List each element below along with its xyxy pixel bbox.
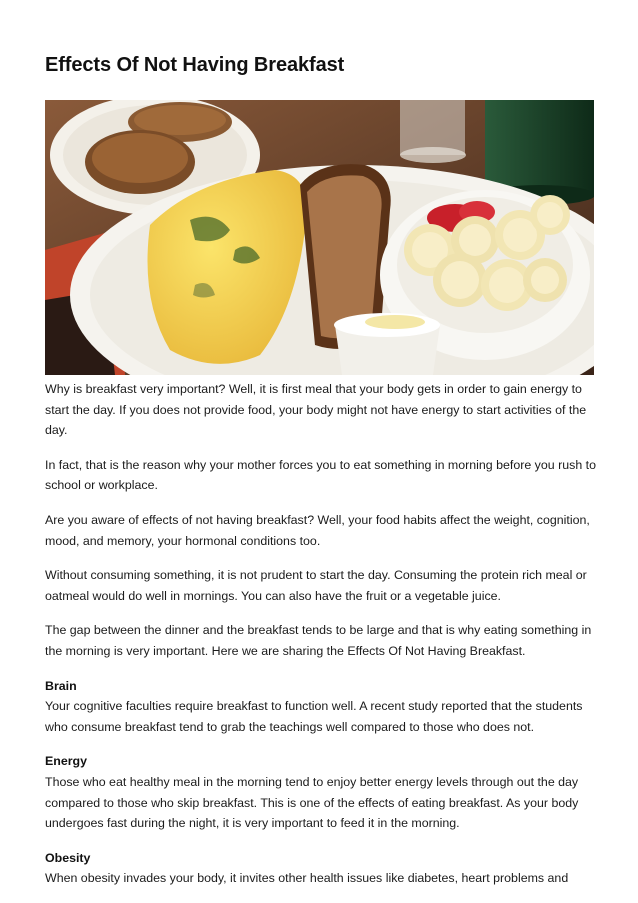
section-text-energy: Those who eat healthy meal in the morning tend to enjoy better energy levels through out the day compared to those who skip breakfast. This is one of the effects of eating breakfast. As your body undergoes fast during the night, it is very important to feed it in the morning.	[45, 774, 579, 831]
paragraph-1: Why is breakfast very important? Well, it is first meal that your body gets in order to gain energy to start the day. If you does not provide food, your body might not have energy to start activities of the day.	[45, 382, 587, 438]
section-text-obesity: When obesity invades your body, it invites other health issues like diabetes, heart problems and	[45, 871, 569, 886]
section-heading-energy: Energy	[45, 754, 88, 769]
paragraph-2: In fact, that is the reason why your mother forces you to eat something in morning before you rush to school or workplace.	[45, 457, 596, 493]
breakfast-plate-photo	[45, 100, 594, 375]
section-text-brain: Your cognitive faculties require breakfast to function well. A recent study reported that the students who consume breakfast tend to grab the teachings well compared to those who does not.	[45, 699, 583, 734]
paragraph-5: The gap between the dinner and the breakfast tends to be large and that is why eating something in the morning is very important. Here we are sharing the Effects Of Not Having Breakfast.	[45, 623, 592, 658]
section-heading-obesity: Obesity	[45, 850, 91, 865]
paragraph-4: Without consuming something, it is not prudent to start the day. Consuming the protein rich meal or oatmeal would do well in mornings. You can also have the fruit or a vegetable juice.	[45, 568, 587, 603]
page-title: Effects Of Not Having Breakfast	[45, 54, 345, 76]
paragraph-3: Are you aware of effects of not having breakfast? Well, your food habits affect the weight, cognition, mood, and memory, your hormonal conditions too.	[45, 512, 590, 548]
section-heading-brain: Brain	[45, 678, 77, 693]
article-body	[45, 379, 597, 903]
